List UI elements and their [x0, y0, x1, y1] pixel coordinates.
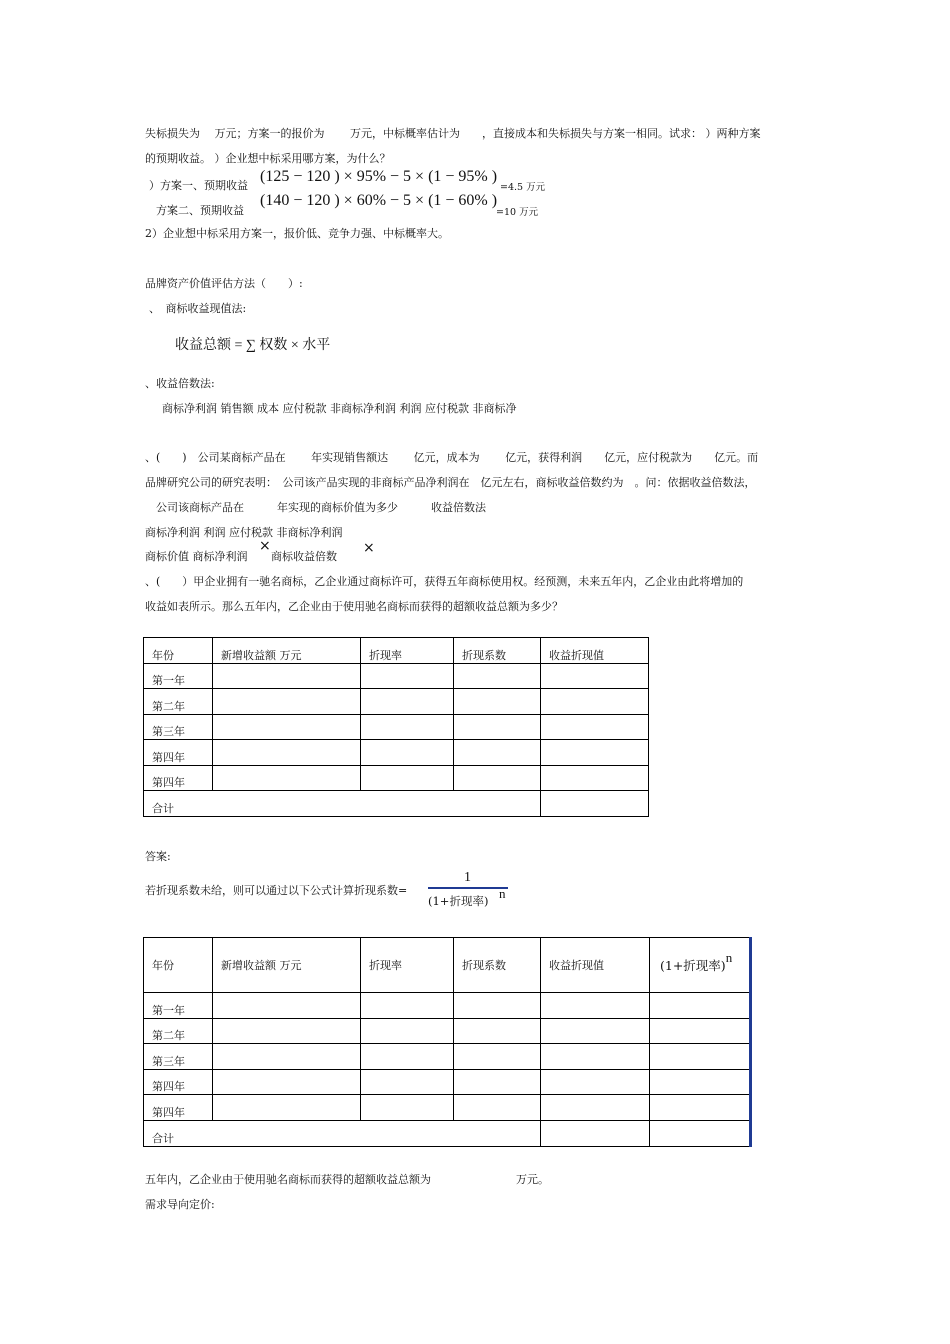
discount-formula-text: 若折现系数未给，则可以通过以下公式计算折现系数= [145, 884, 408, 897]
q2-line-4: 商标净利润 利润 应付税款 非商标净利润 [145, 526, 343, 539]
next-section-heading: 需求导向定价: [145, 1198, 215, 1211]
method-1-title: 、 商标收益现值法: [149, 302, 247, 315]
table-header-cell: 折现系数 [454, 938, 541, 993]
table-header-cell [650, 938, 751, 993]
answer-label: 答案: [145, 850, 171, 863]
method-2-title: 、收益倍数法: [145, 377, 215, 390]
table-row [144, 1018, 751, 1044]
fraction-denominator: (1+折现率) [428, 894, 489, 908]
year-cell: 第四年 [144, 1069, 213, 1095]
table-row [144, 689, 649, 715]
table-header-cell: 新增收益额 万元 [213, 938, 361, 993]
table-header-cell: 折现率 [361, 938, 454, 993]
income-table-2 [143, 937, 752, 1147]
table-header-row [144, 938, 751, 993]
power-exponent: n [725, 950, 733, 965]
q3-line-1: 、( ）甲企业拥有一驰名商标，乙企业通过商标许可，获得五年商标使用权。经预测，未来五年内，乙企业由此将增加的 [145, 575, 744, 588]
answer-1-result: =4.5 万元 [500, 182, 546, 193]
q2-line-3: 公司该商标产品在 年实现的商标价值为多少 收益倍数法 [145, 501, 486, 514]
fraction-exponent: n [499, 886, 506, 901]
table-row [144, 765, 649, 791]
method-1-formula: 收益总额 = ∑ 权数 × 水平 [175, 338, 331, 353]
table-row [144, 993, 751, 1019]
q2-line-5: 商标价值 商标净利润 [145, 550, 248, 563]
table-row [144, 1095, 751, 1121]
conclusion-text-a: 五年内，乙企业由于使用驰名商标而获得的超额收益总额为 [145, 1173, 431, 1186]
answer-1-label: ）方案一、预期收益 [149, 179, 248, 192]
q3-line-2: 收益如表所示。那么五年内，乙企业由于使用驰名商标而获得的超额收益总额为多少？ [145, 600, 563, 613]
table-row [144, 1044, 751, 1070]
year-cell: 第四年 [144, 765, 213, 791]
table-total-row [144, 791, 649, 817]
table-header-cell: 折现率 [361, 638, 454, 664]
table-header-cell: 折现系数 [454, 638, 541, 664]
income-table-1 [143, 637, 649, 817]
table-row [144, 1069, 751, 1095]
answer-1-formula: (125 − 120 ) × 95% − 5 × (1 − 95% ) [260, 168, 498, 185]
table-row [144, 714, 649, 740]
total-cell: 合计 [144, 791, 541, 817]
year-cell: 第一年 [144, 663, 213, 689]
table-row [144, 663, 649, 689]
year-cell: 第四年 [144, 1095, 213, 1121]
answer-2-result: =10 万元 [496, 207, 539, 218]
year-cell: 第二年 [144, 689, 213, 715]
multiply-icon: × [363, 540, 375, 556]
table-header-cell: 新增收益额 万元 [213, 638, 361, 664]
q2-line-2: 品牌研究公司的研究表明： 公司该产品实现的非商标产品净利润在 亿元左右，商标收益倍数约为 。问：依据收益倍数法， [145, 476, 756, 489]
fraction-numerator: 1 [464, 870, 471, 885]
year-cell: 第三年 [144, 714, 213, 740]
table-total-row [144, 1120, 751, 1146]
answer-2-label: 方案二、预期收益 [156, 204, 244, 217]
year-cell: 第四年 [144, 740, 213, 766]
table-header-cell: 年份 [144, 938, 213, 993]
q2-line-5-b: 商标收益倍数 [271, 550, 337, 563]
method-2-terms: 商标净利润 销售额 成本 应付税款 非商标净利润 利润 应付税款 非商标净 [162, 402, 517, 415]
multiply-icon: × [259, 538, 271, 554]
table-header-row [144, 638, 649, 664]
conclusion-text-b: 万元。 [516, 1173, 549, 1186]
problem-text-line-2: 的预期收益。 ）企业想中标采用哪方案，为什么？ [145, 152, 391, 165]
answer-3-text: 2）企业想中标采用方案一，报价低、竞争力强、中标概率大。 [145, 227, 449, 240]
year-cell: 第一年 [144, 993, 213, 1019]
table-header-cell: 收益折现值 [541, 638, 649, 664]
table-header-cell: 年份 [144, 638, 213, 664]
table-header-cell: 收益折现值 [541, 938, 650, 993]
fraction-bar [428, 887, 508, 889]
problem-text-line-1: 失标损失为 万元；方案一的报价为 万元，中标概率估计为 ，直接成本和失标损失与方案一相同。试求： ）两种方案 [145, 127, 761, 140]
answer-2-formula: (140 − 120 ) × 60% − 5 × (1 − 60% ) [260, 192, 498, 209]
year-cell: 第二年 [144, 1018, 213, 1044]
brand-heading: 品牌资产价值评估方法（ ）: [145, 277, 303, 290]
total-cell: 合计 [144, 1120, 541, 1146]
q2-line-1: 、( ) 公司某商标产品在 年实现销售额达 亿元，成本为 亿元，获得利润 亿元，应付税款为 亿元。而 [145, 451, 759, 464]
table-row [144, 740, 649, 766]
year-cell: 第三年 [144, 1044, 213, 1070]
power-base: (1+折现率) [660, 958, 726, 973]
